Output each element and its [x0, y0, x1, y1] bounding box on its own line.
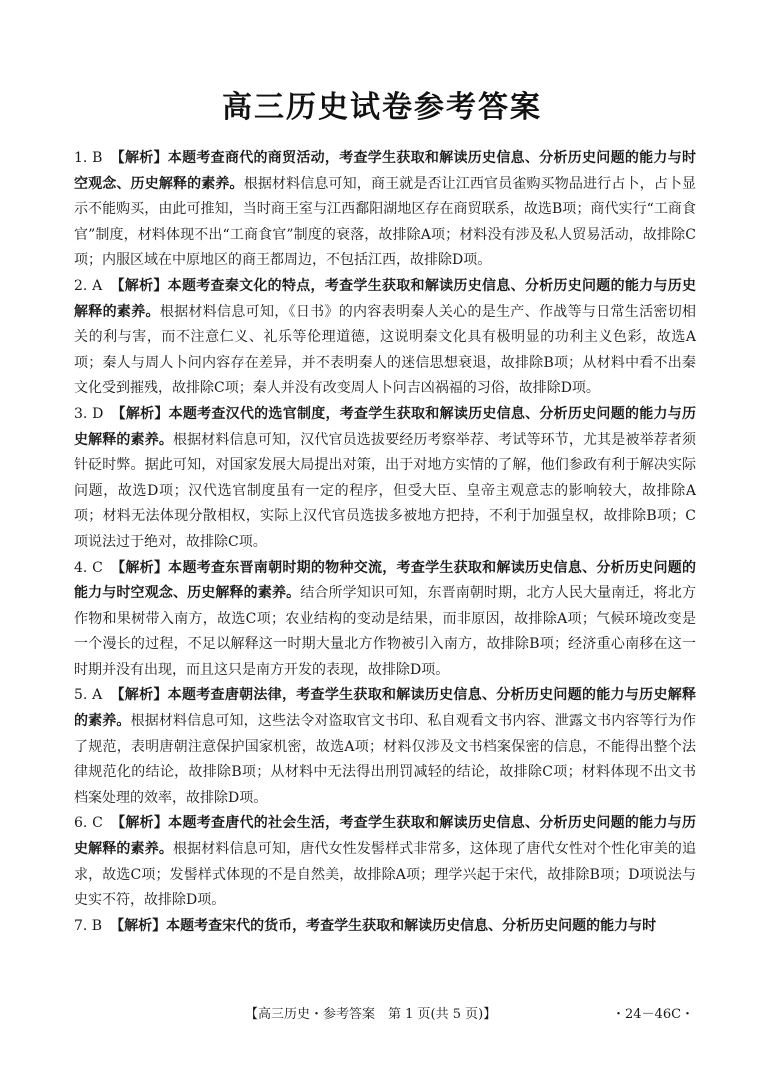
- analysis-tag: 【解析】: [110, 917, 167, 934]
- answer-number: 3. D: [74, 405, 104, 422]
- footer-paper-code: ・24－46C・: [612, 1007, 695, 1022]
- answer-lead: 本题考查唐朝法律，考查学生获取和解读历史信息、分析历史问题的能力与历史解释的素养。: [74, 687, 697, 730]
- answer-list: [74, 146, 696, 939]
- answer-number: 7. B: [74, 917, 103, 934]
- answer-lead: 本题考查宋代的货币，考查学生获取和解读历史信息、分析历史问题的能力与时: [166, 917, 657, 934]
- answer-item-6: [74, 811, 696, 913]
- footer-page-info: 【高三历史・参考答案 第 1 页(共 5 页)】: [245, 1007, 497, 1022]
- answer-item-7: [74, 914, 696, 940]
- answer-number: 2. A: [74, 277, 103, 294]
- page-title: 高三历史试卷参考答案: [222, 90, 542, 125]
- analysis-tag: 【解析】: [110, 687, 168, 704]
- answer-body: 结合所学知识可知，东晋南朝时期，北方人民大量南迁，将北方作物和果树带入南方，故选C项；农业结构的变动是结果，而非原因，故排除A项；气候环境改变是一个漫长的过程，不足以解释这一时期大量北方作物被引入南方，故排除B项；经济重心南移在这一时期并没有出现，而且这只是南方开发的表现，故排除D项。: [74, 585, 697, 678]
- answer-lead: 本题考查商代的商贸活动，考查学生获取和解读历史信息、分析历史问题的能力与时空观念、历史解释的素养。: [74, 150, 697, 192]
- analysis-tag: 【解析】: [110, 150, 168, 166]
- answer-item-4: [74, 556, 696, 684]
- answer-body: 根据材料信息可知，《日书》的内容表明秦人关心的是生产、作战等与日常生活密切相关的利与害，而不注意仁义、礼乐等伦理道德，这说明秦文化具有极明显的功利主义色彩，故选A项；秦人与周人卜问内容存在差异，并不表明秦人的迷信思想衰退，故排除B项；从材料中看不出秦文化受到摧残，故排除C项；秦人并没有改变周人卜问吉凶祸福的习俗，故排除D项。: [74, 303, 697, 397]
- analysis-tag: 【解析】: [110, 277, 168, 294]
- analysis-tag: 【解析】: [110, 559, 169, 576]
- answer-body: 根据材料信息可知，商王就是否让江西官员雀购买物品进行占卜，占卜显示不能购买，由此可推知，当时商王室与江西鄱阳湖地区存在商贸联系，故选B项；商代实行“工商食官”制度，材料体现不出“工商食官”制度的衰落，故排除A项；材料没有涉及私人贸易活动，故排除C项；内服区域在中原地区的商王都周边，不包括江西，故排除D项。: [74, 175, 697, 269]
- answer-number: 6. C: [74, 815, 103, 832]
- answer-item-2: [74, 274, 696, 402]
- answer-number: 4. C: [74, 559, 103, 576]
- answer-number: 5. A: [74, 687, 103, 704]
- answer-item-3: [74, 402, 696, 556]
- answer-body: 根据材料信息可知，唐代女性发髻样式非常多，这体现了唐代女性对个性化审美的追求，故选C项；发髻样式体现的不是自然美，故排除A项；理学兴起于宋代，故排除B项；D项说法与史实不符，故排除D项。: [74, 841, 697, 909]
- answer-lead: 本题考查东晋南朝时期的物种交流，考查学生获取和解读历史信息、分析历史问题的能力与时空观念、历史解释的素养。: [74, 559, 696, 602]
- answer-item-5: [74, 683, 696, 811]
- answer-number: 1. B: [74, 150, 103, 166]
- answer-lead: 本题考查唐代的社会生活，考查学生获取和解读历史信息、分析历史问题的能力与历史解释的素养。: [74, 815, 696, 858]
- answer-lead: 本题考查汉代的选官制度，考查学生获取和解读历史信息、分析历史问题的能力与历史解释的素养。: [74, 405, 696, 448]
- page-footer: [0, 1003, 764, 1023]
- analysis-tag: 【解析】: [111, 405, 169, 422]
- answer-item-1: [74, 146, 696, 274]
- answer-lead: 本题考查秦文化的特点，考查学生获取和解读历史信息、分析历史问题的能力与历史解释的素养。: [74, 277, 697, 320]
- answer-body: 根据材料信息可知，汉代官员选拔要经历考察举荐、考试等环节，尤其是被举荐者须针砭时弊。据此可知，对国家发展大局提出对策，出于对地方实情的了解，他们参政有利于解决实际问题，故选D项；汉代选官制度虽有一定的程序，但受大臣、皇帝主观意志的影响较大，故排除A项；材料无法体现分散相权，实际上汉代官员选拔多被地方把持，不利于加强皇权，故排除B项；C项说法过于绝对，故排除C项。: [74, 431, 697, 550]
- answer-body: 根据材料信息可知，这些法令对盗取官文书印、私自观看文书内容、泄露文书内容等行为作了规范，表明唐朝注意保护国家机密，故选A项；材料仅涉及文书档案保密的信息，不能得出整个法律规范化的结论，故排除B项；从材料中无法得出刑罚减轻的结论，故排除C项；材料体现不出文书档案处理的效率，故排除D项。: [74, 713, 697, 806]
- analysis-tag: 【解析】: [110, 815, 169, 832]
